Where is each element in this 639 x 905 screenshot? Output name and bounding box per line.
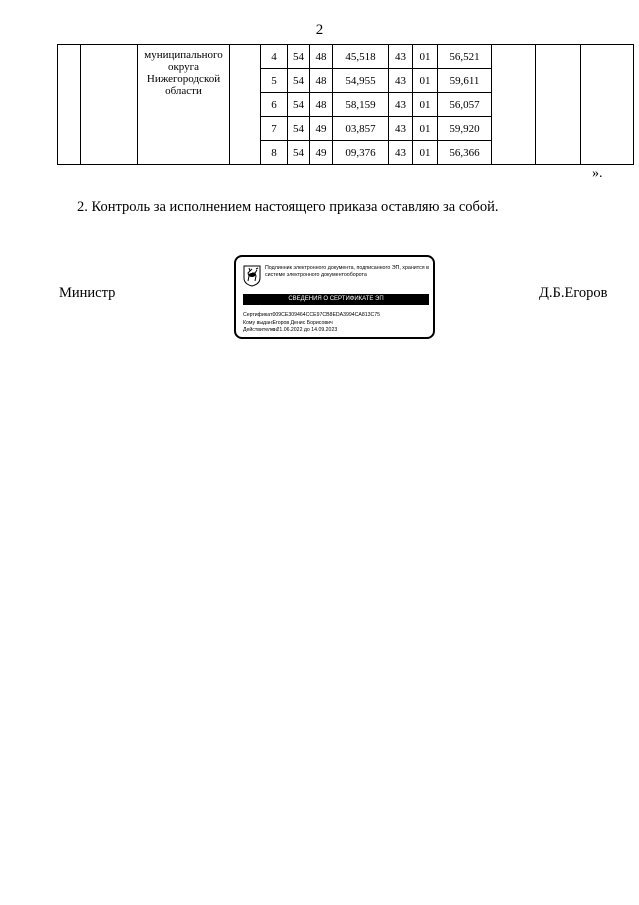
lat-sec-cell: 58,159 bbox=[333, 93, 389, 117]
point-number-cell: 4 bbox=[261, 45, 288, 69]
lat-min-cell: 48 bbox=[310, 93, 333, 117]
lon-min-cell: 01 bbox=[413, 117, 438, 141]
lon-sec-cell: 59,920 bbox=[438, 117, 492, 141]
signatory-name: Д.Б.Егоров bbox=[539, 285, 608, 301]
blank-cell bbox=[81, 45, 138, 165]
point-number-cell: 5 bbox=[261, 69, 288, 93]
lat-sec-cell: 03,857 bbox=[333, 117, 389, 141]
certificate-row bbox=[243, 312, 380, 318]
lon-sec-cell: 56,057 bbox=[438, 93, 492, 117]
certificate-value: 009CE309464CCE97CB8EDA3994CA813C75 bbox=[272, 312, 381, 318]
lon-sec-cell: 59,611 bbox=[438, 69, 492, 93]
page-number: 2 bbox=[315, 22, 324, 38]
certificate-label: Сертификат: bbox=[243, 312, 274, 318]
stamp-note: Подлинник электронного документа, подписанного ЭП, хранится в системе электронного документооборота bbox=[265, 265, 429, 278]
lon-sec-cell: 56,521 bbox=[438, 45, 492, 69]
closing-quote: ». bbox=[592, 166, 603, 181]
lat-min-cell: 49 bbox=[310, 141, 333, 165]
lon-min-cell: 01 bbox=[413, 141, 438, 165]
issued-to-label: Кому выдан: bbox=[243, 320, 274, 326]
lat-min-cell: 48 bbox=[310, 45, 333, 69]
issued-to-value: Егоров Денис Борисович bbox=[272, 320, 333, 326]
lat-deg-cell: 54 bbox=[288, 93, 310, 117]
blank-cell bbox=[492, 45, 536, 165]
paragraph-2: 2. Контроль за исполнением настоящего приказа оставляю за собой. bbox=[77, 199, 499, 215]
point-number-cell: 8 bbox=[261, 141, 288, 165]
lon-deg-cell: 43 bbox=[389, 45, 413, 69]
lat-min-cell: 49 bbox=[310, 117, 333, 141]
lon-deg-cell: 43 bbox=[389, 69, 413, 93]
lat-deg-cell: 54 bbox=[288, 117, 310, 141]
lon-deg-cell: 43 bbox=[389, 141, 413, 165]
lat-sec-cell: 09,376 bbox=[333, 141, 389, 165]
blank-cell bbox=[581, 45, 634, 165]
validity-value: с 21.06.2022 до 14.09.2023 bbox=[272, 327, 338, 333]
point-number-cell: 6 bbox=[261, 93, 288, 117]
table-row bbox=[58, 45, 634, 69]
blank-cell bbox=[58, 45, 81, 165]
lon-deg-cell: 43 bbox=[389, 117, 413, 141]
region-cell: муниципального округа Нижегородской области bbox=[138, 45, 230, 165]
lon-min-cell: 01 bbox=[413, 45, 438, 69]
lat-sec-cell: 54,955 bbox=[333, 69, 389, 93]
validity-label: Действителен: bbox=[243, 327, 279, 333]
coordinates-table bbox=[57, 44, 634, 165]
lat-min-cell: 48 bbox=[310, 69, 333, 93]
lat-deg-cell: 54 bbox=[288, 141, 310, 165]
stamp-header: СВЕДЕНИЯ О СЕРТИФИКАТЕ ЭП bbox=[243, 294, 429, 305]
lat-deg-cell: 54 bbox=[288, 69, 310, 93]
nizhny-novgorod-deer-emblem-icon bbox=[243, 265, 261, 287]
lat-deg-cell: 54 bbox=[288, 45, 310, 69]
lon-deg-cell: 43 bbox=[389, 93, 413, 117]
point-number-cell: 7 bbox=[261, 117, 288, 141]
blank-cell bbox=[230, 45, 261, 165]
validity-row bbox=[243, 327, 337, 333]
signatory-title: Министр bbox=[59, 285, 116, 301]
lon-min-cell: 01 bbox=[413, 93, 438, 117]
lon-min-cell: 01 bbox=[413, 69, 438, 93]
lon-sec-cell: 56,366 bbox=[438, 141, 492, 165]
electronic-signature-stamp bbox=[234, 255, 435, 339]
lat-sec-cell: 45,518 bbox=[333, 45, 389, 69]
blank-cell bbox=[536, 45, 581, 165]
issued-to-row bbox=[243, 320, 333, 326]
